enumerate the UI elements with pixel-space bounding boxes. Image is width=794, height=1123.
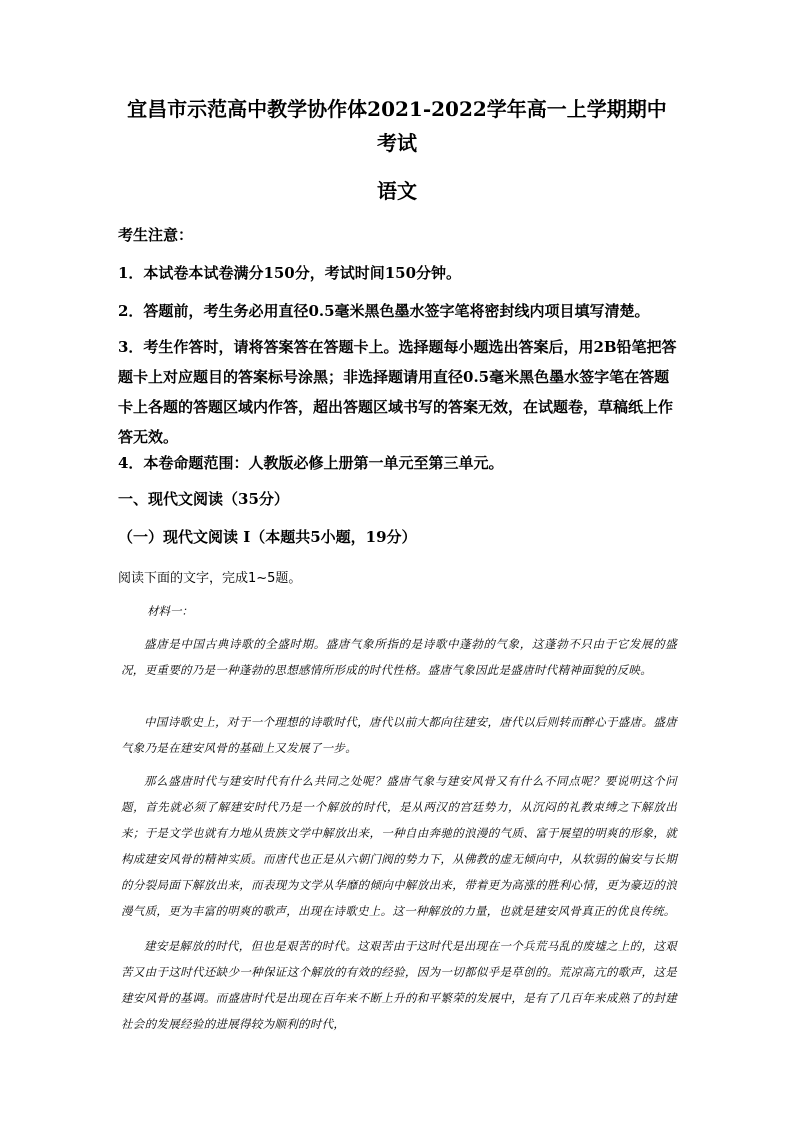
notice-item-2: 2．答题前，考生务必用直径0.5毫米黑色墨水签字笔将密封线内项目填写清楚。 (118, 302, 650, 320)
notice-heading: 考生注意： (118, 226, 194, 244)
reading-instruction: 阅读下面的文字，完成1~5题。 (118, 571, 302, 586)
passage-paragraph-3: 那么盛唐时代与建安时代有什么共同之处呢？盛唐气象与建安风骨又有什么不同点呢？要说明这个问题，首先就必须了解建安时代乃是一个解放的时代，是从两汉的宫廷势力，从沉闷的礼教束缚之下解放出来；于是文学也就有力地从贵族文学中解放出来，一种自由奔驰的浪漫的气质、富于展望的明爽的形象，就构成建安风骨的精神实质。而唐代也正是从六朝门阀的势力下，从佛教的虚无倾向中，从软弱的偏安与长期的分裂局面下解放出来，而表现为文学从华靡的倾向中解放出来，带着更为高涨的胜利心情，更为豪迈的浪漫气质，更为丰富的明爽的歌声，出现在诗歌史上。这一种解放的力量，也就是建安风骨真正的优良传统。 (121, 774, 677, 918)
exam-title-line1: 宜昌市示范高中教学协作体2021-2022学年高一上学期期中 (127, 97, 667, 121)
passage-paragraph-2: 中国诗歌史上，对于一个理想的诗歌时代，唐代以前大都向往建安，唐代以后则转而醉心于盛唐。盛唐气象乃是在建安风骨的基础上又发展了一步。 (121, 715, 677, 755)
section-subtitle: （一）现代文阅读 I（本题共5小题，19分） (118, 528, 417, 546)
subject-title: 语文 (377, 179, 417, 203)
notice-item-1: 1．本试卷本试卷满分150分，考试时间150分钟。 (118, 264, 462, 282)
material-label: 材料一： (147, 604, 193, 618)
notice-item-4: 4．本卷命题范围：人教版必修上册第一单元至第三单元。 (118, 454, 504, 472)
passage-paragraph-1: 盛唐是中国古典诗歌的全盛时期。盛唐气象所指的是诗歌中蓬勃的气象，这蓬勃不只由于它发展的盛况，更重要的乃是一种蓬勃的思想感情所形成的时代性格。盛唐气象因此是盛唐时代精神面貌的反映。 (121, 637, 677, 677)
exam-title-line2: 考试 (377, 131, 417, 155)
passage-paragraph-4: 建安是解放的时代，但也是艰苦的时代。这艰苦由于这时代是出现在一个兵荒马乱的废墟之上的，这艰苦又由于这时代还缺少一种保证这个解放的有效的经验，因为一切都似乎是草创的。荒凉高亢的歌声，这是建安风骨的基调。而盛唐时代是出现在百年来不断上升的和平繁荣的发展中，是有了几百年来成熟了的封建社会的发展经验的进展得较为顺利的时代， (121, 939, 677, 1031)
section-title: 一、现代文阅读（35分） (118, 490, 289, 508)
notice-item-3: 3．考生作答时，请将答案答在答题卡上。选择题每小题选出答案后，用2B铅笔把答题卡上对应题目的答案标号涂黑；非选择题请用直径0.5毫米黑色墨水签字笔在答题卡上各题的答题区域内作答，超出答题区域书写的答案无效，在试题卷，草稿纸上作答无效。 (118, 338, 677, 446)
